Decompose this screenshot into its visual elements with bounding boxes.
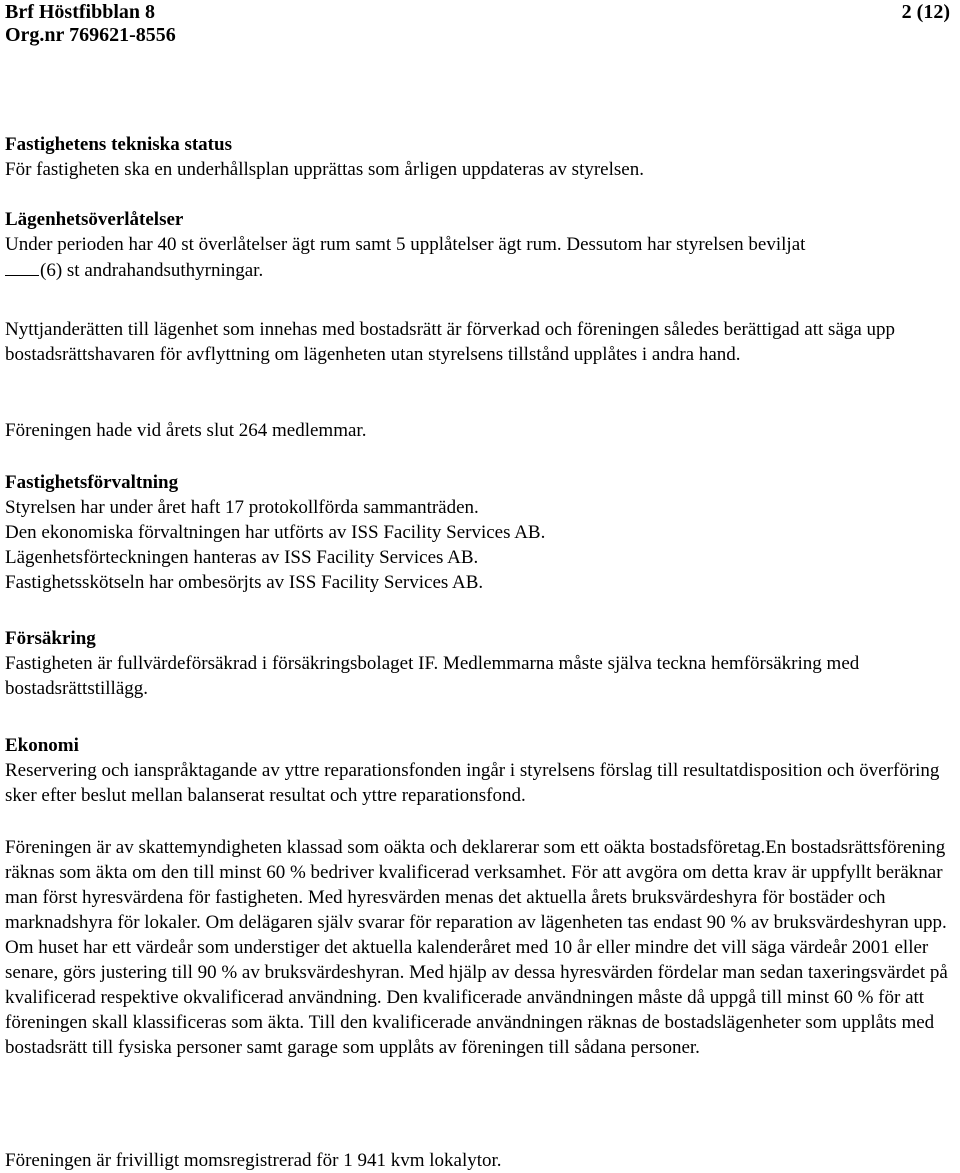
paragraph-line: Styrelsen har under året haft 17 protokollförda sammanträden. xyxy=(5,497,479,518)
section-vat xyxy=(5,1148,950,1173)
section-heading: Lägenhetsöverlåtelser xyxy=(5,209,184,230)
section-tax-classification xyxy=(5,835,950,1060)
organization-number: Org.nr 769621-8556 xyxy=(5,24,176,46)
section-heading: Fastighetens tekniska status xyxy=(5,134,232,155)
organization-name: Brf Höstfibblan 8 xyxy=(5,1,156,23)
blank-fill-line xyxy=(5,257,39,276)
section-apartment-transfers xyxy=(5,207,950,283)
section-property-management xyxy=(5,470,950,595)
paragraph: Föreningen är av skattemyndigheten klassad som oäkta och deklarerar som ett oäkta bostadsföretag.En bostadsrättsförening räknas som äkta om den till minst 60 % bedriver kvalificerad verksamhet. För att avgöra om detta krav är uppfyllt beräknar man först hyresvärdena för fastigheten. Med hyresvärden menas det aktuella årets bruksvärdeshyra för bostäder och marknadshyra för lokaler. Om delägaren själv svarar för reparation av lägenheten tas endast 90 % av bruksvärdeshyran upp. Om huset har ett värdeår som understiger det aktuella kalenderåret med 10 år eller mindre det vill säga värdeår 2001 eller senare, görs justering till 90 % av bruksvärdeshyran. Med hjälp av dessa hyresvärden fördelar man sedan taxeringsvärdet på kvalificerad respektive okvalificerad användning. Den kvalificerade användningen måste då uppgå till minst 60 % för att föreningen skall klassificeras som äkta. Till den kvalificerade användningen räknas de bostadslägenheter som upplåts med bostadsrätt till fysiska personer samt garage som upplåts av föreningen till sådana personer. xyxy=(5,837,948,1058)
section-technical-status xyxy=(5,132,950,182)
paragraph-line: Under perioden har 40 st överlåtelser ägt rum samt 5 upplåtelser ägt rum. Dessutom har styrelsen beviljat xyxy=(5,234,806,255)
page-header xyxy=(5,0,950,50)
paragraph: För fastigheten ska en underhållsplan upprättas som årligen uppdateras av styrelsen. xyxy=(5,159,644,180)
paragraph-line: Den ekonomiska förvaltningen har utförts av ISS Facility Services AB. xyxy=(5,522,546,543)
subletting-text: (6) st andrahandsuthyrningar. xyxy=(40,260,264,281)
paragraph: Reservering och ianspråktagande av yttre reparationsfonden ingår i styrelsens förslag till resultatdisposition och överföring sker efter beslut mellan balanserat resultat och yttre reparationsfond. xyxy=(5,760,940,806)
section-heading: Försäkring xyxy=(5,628,96,649)
paragraph-line xyxy=(5,257,950,283)
paragraph: Föreningen hade vid årets slut 264 medlemmar. xyxy=(5,420,367,441)
section-economy xyxy=(5,733,950,808)
paragraph: Föreningen är frivilligt momsregistrerad för 1 941 kvm lokalytor. xyxy=(5,1150,502,1171)
paragraph-line: Lägenhetsförteckningen hanteras av ISS Facility Services AB. xyxy=(5,547,479,568)
section-heading: Fastighetsförvaltning xyxy=(5,472,179,493)
document-page xyxy=(5,0,950,1171)
section-insurance xyxy=(5,626,950,701)
section-heading: Ekonomi xyxy=(5,735,79,756)
paragraph: Nyttjanderätten till lägenhet som innehas med bostadsrätt är förverkad och föreningen således berättigad att säga upp bostadsrättshavaren för avflyttning om lägenheten utan styrelsens tillstånd upplåtes i andra hand. xyxy=(5,319,896,365)
section-usage-right xyxy=(5,317,950,367)
page-number: 2 (12) xyxy=(901,1,950,23)
paragraph-line: Fastighetsskötseln har ombesörjts av ISS Facility Services AB. xyxy=(5,572,484,593)
paragraph: Fastigheten är fullvärdeförsäkrad i försäkringsbolaget IF. Medlemmarna måste själva teckna hemförsäkring med bostadsrättstillägg. xyxy=(5,653,860,699)
section-members xyxy=(5,418,950,443)
